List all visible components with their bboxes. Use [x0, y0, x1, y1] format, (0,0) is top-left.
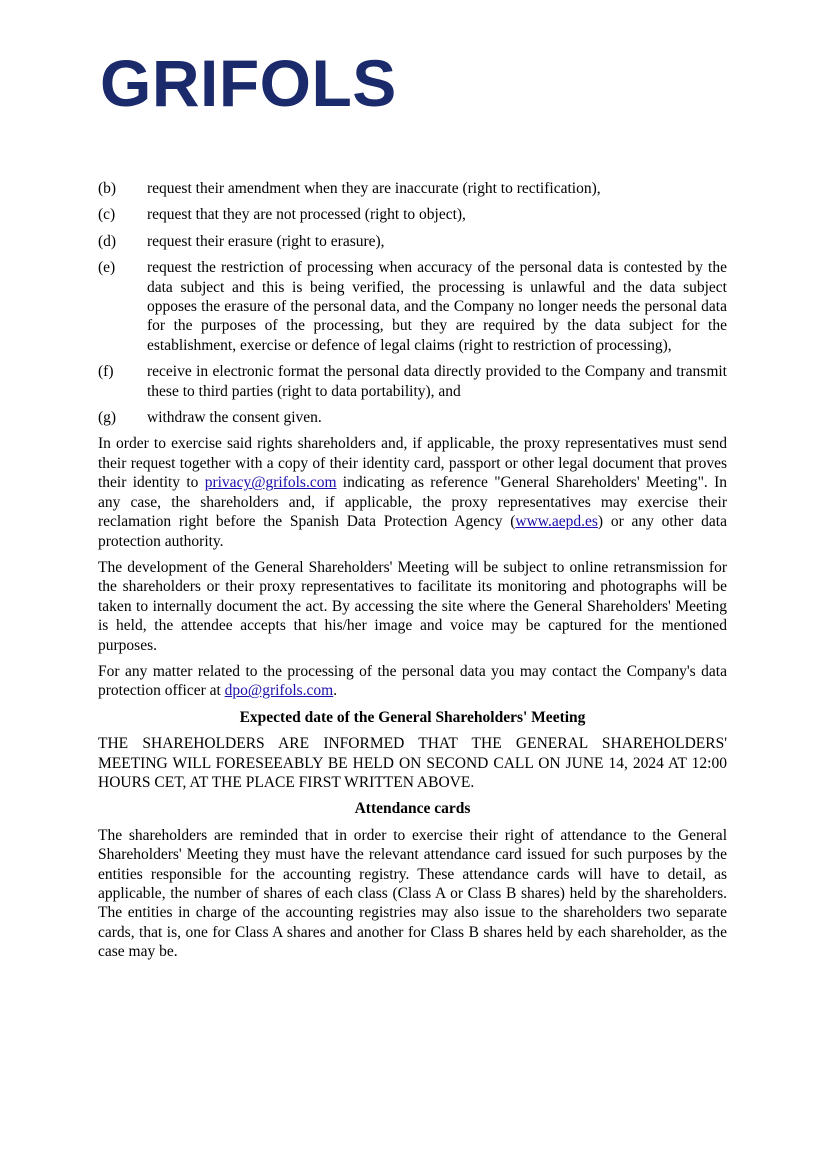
- exercise-rights-paragraph: [98, 434, 727, 550]
- list-item: [98, 258, 727, 355]
- list-item-text: request that they are not processed (right to object),: [147, 206, 466, 224]
- attendance-cards-heading: Attendance cards: [354, 800, 471, 818]
- list-item-label: (g): [98, 409, 117, 427]
- dpo-text-1: For any matter related to the processing of the personal data you may contact the Company's data protection officer at: [98, 662, 727, 700]
- list-item: [98, 408, 727, 427]
- exercise-text-3: ) or any other data protection authority.: [98, 513, 727, 550]
- list-item: [98, 362, 727, 401]
- exercise-text-1: In order to exercise said rights shareholders and, if applicable, the proxy representatives must send their request together with a copy of their identity card, passport or other legal document that proves their identity to: [98, 435, 727, 492]
- meeting-date-notice: THE SHAREHOLDERS ARE INFORMED THAT THE GENERAL SHAREHOLDERS' MEETING WILL FORESEEABLY BE HELD ON SECOND CALL ON JUNE 14, 2024 AT 12:00 HOURS CET, AT THE PLACE FIRST WRITTEN ABOVE.: [98, 735, 727, 791]
- list-item-label: (d): [98, 232, 117, 250]
- meeting-date-heading: Expected date of the General Shareholders' Meeting: [239, 708, 586, 726]
- list-item-text: request their erasure (right to erasure),: [147, 232, 385, 250]
- list-item-label: (e): [98, 259, 116, 277]
- aepd-website-link[interactable]: www.aepd.es: [515, 513, 598, 531]
- retransmission-paragraph: The development of the General Shareholders' Meeting will be subject to online retransmission for the shareholders or their proxy representatives to facilitate its monitoring and photographs will be taken to internally document the act. By accessing the site where the General Shareholders' Meeting is held, the attendee accepts that his/her image and voice may be captured for the mentioned purposes.: [98, 558, 727, 654]
- attendance-cards-paragraph: The shareholders are reminded that in order to exercise their right of attendance to the General Shareholders' Meeting they must have the relevant attendance card issued for such purposes by the entities responsible for the accounting registry. These attendance cards will have to detail, as applicable, the number of shares of each class (Class A or Class B shares) held by the shareholders. The entities in charge of the accounting registries may also issue to the shareholders two separate cards, that is, one for Class A shares and another for Class B shares held by each shareholder, as the case may be.: [98, 826, 727, 961]
- list-item: [98, 232, 727, 251]
- company-logo: GRIFOLS: [100, 46, 397, 120]
- dpo-paragraph: [98, 662, 727, 701]
- document-body: [98, 179, 727, 969]
- list-item-text: receive in electronic format the personal data directly provided to the Company and transmit these to third parties (right to data portability), and: [147, 363, 727, 400]
- list-item: [98, 179, 727, 198]
- list-item-text: request their amendment when they are inaccurate (right to rectification),: [147, 180, 601, 197]
- dpo-email-link[interactable]: dpo@grifols.com: [224, 682, 334, 700]
- list-item-text: withdraw the consent given.: [147, 409, 322, 427]
- exercise-text-2: indicating as reference "General Shareholders' Meeting". In any case, the shareholders and, if applicable, the proxy representatives may exercise their reclamation right before the Spanish Data Protection Agency (: [98, 474, 727, 531]
- dpo-text-2: .: [333, 682, 338, 700]
- list-item: [98, 205, 727, 224]
- list-item-text: request the restriction of processing when accuracy of the personal data is contested by the data subject and this is being verified, the processing is unlawful and the data subject opposes the erasure of the personal data, and the Company no longer needs the personal data for the purposes of the processing, but they are required by the data subject for the establishment, exercise or defence of legal claims (right to restriction of processing),: [147, 259, 727, 354]
- list-item-label: (b): [98, 180, 117, 197]
- list-item-label: (f): [98, 363, 114, 381]
- privacy-email-link[interactable]: privacy@grifols.com: [204, 474, 337, 492]
- list-item-label: (c): [98, 206, 116, 224]
